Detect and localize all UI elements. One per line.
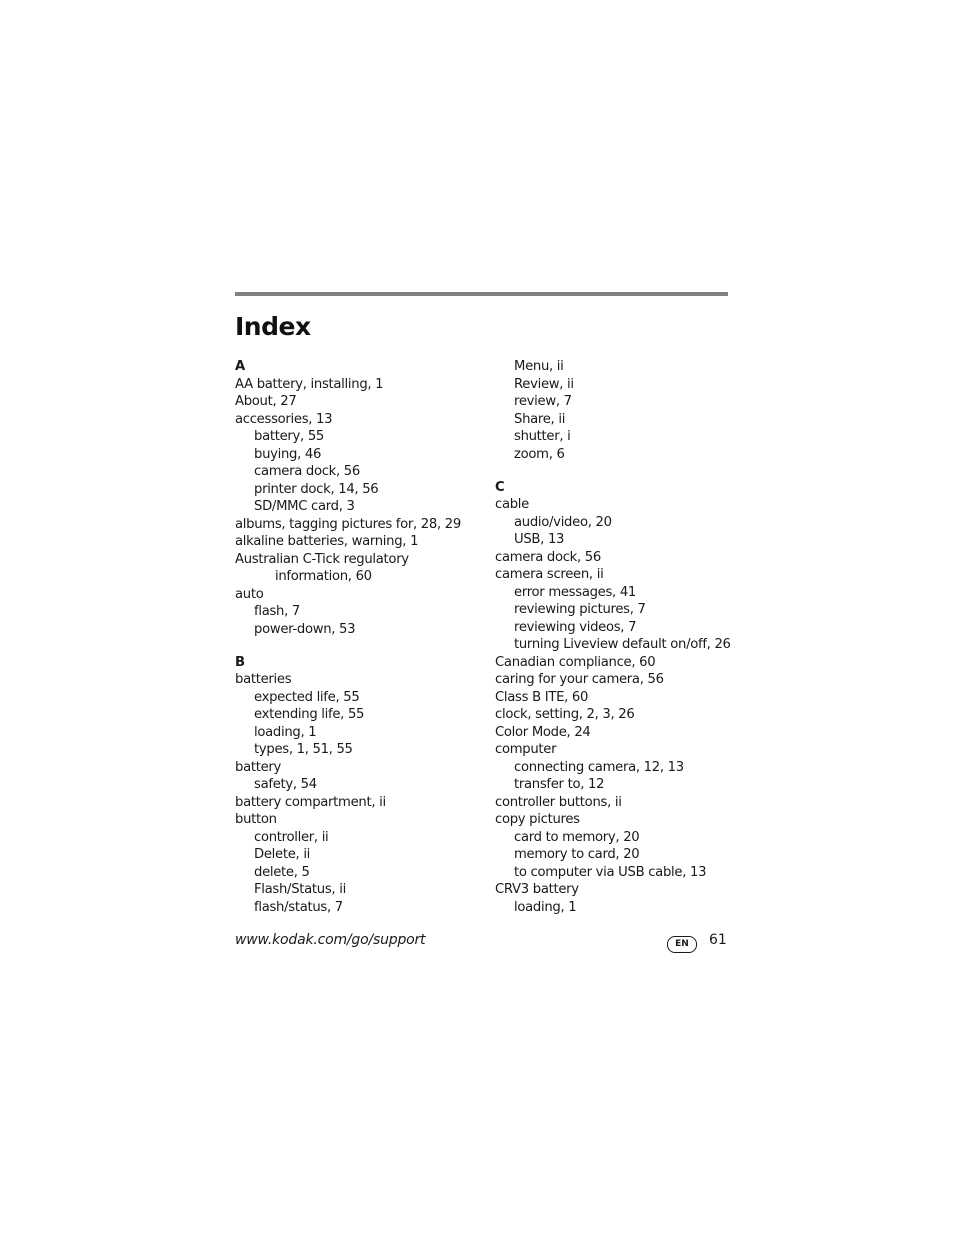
- index-subentry: audio/video, 20: [514, 514, 612, 530]
- page-number: 61: [709, 932, 727, 948]
- index-entry: Color Mode, 24: [495, 724, 591, 740]
- index-subentry: loading, 1: [514, 899, 577, 915]
- index-subentry: reviewing videos, 7: [514, 619, 637, 635]
- index-entry: camera dock, 56: [495, 549, 601, 565]
- index-subentry: connecting camera, 12, 13: [514, 759, 684, 775]
- index-entry: controller buttons, ii: [495, 794, 622, 810]
- header-rule: [235, 292, 728, 296]
- index-subentry: flash/status, 7: [254, 899, 343, 915]
- index-entry: button: [235, 812, 277, 827]
- page-title: Index: [235, 312, 311, 341]
- index-subentry: turning Liveview default on/off, 26: [514, 637, 731, 652]
- index-subentry: card to memory, 20: [514, 829, 640, 845]
- index-subentry: to computer via USB cable, 13: [514, 864, 707, 880]
- index-subentry: shutter, i: [514, 429, 571, 444]
- index-subentry: reviewing pictures, 7: [514, 602, 646, 617]
- index-entry: battery: [235, 759, 282, 775]
- index-subentry: information, 60: [275, 569, 372, 584]
- index-subentry: printer dock, 14, 56: [254, 481, 379, 497]
- index-subentry: error messages, 41: [514, 584, 637, 600]
- index-entry: CRV3 battery: [495, 882, 579, 897]
- index-subentry: delete, 5: [254, 864, 310, 880]
- index-entry: Australian C-Tick regulatory: [235, 551, 409, 567]
- index-subentry: flash, 7: [254, 604, 300, 619]
- index-column-left: [235, 358, 490, 916]
- index-entry: accessories, 13: [235, 411, 333, 427]
- index-subentry: controller, ii: [254, 829, 329, 845]
- language-badge: EN: [667, 936, 697, 953]
- index-entry: AA battery, installing, 1: [235, 376, 384, 392]
- index-subentry: loading, 1: [254, 724, 317, 740]
- index-subentry: buying, 46: [254, 446, 322, 462]
- index-entry: alkaline batteries, warning, 1: [235, 534, 419, 549]
- section-letter: B: [235, 654, 245, 670]
- index-entry: Class B ITE, 60: [495, 689, 589, 705]
- index-subentry: Menu, ii: [514, 359, 564, 374]
- index-subentry: memory to card, 20: [514, 847, 640, 862]
- index-subentry: Review, ii: [514, 376, 574, 392]
- index-entry: batteries: [235, 672, 292, 687]
- index-entry: copy pictures: [495, 812, 580, 827]
- index-subentry: battery, 55: [254, 429, 324, 444]
- index-subentry: zoom, 6: [514, 446, 565, 462]
- footer-url-link[interactable]: www.kodak.com/go/support: [235, 932, 426, 948]
- index-entry: albums, tagging pictures for, 28, 29: [235, 516, 461, 532]
- index-entry: computer: [495, 742, 557, 757]
- index-subentry: power-down, 53: [254, 621, 356, 637]
- index-entry: battery compartment, ii: [235, 794, 386, 810]
- index-subentry: camera dock, 56: [254, 464, 360, 479]
- index-subentry: types, 1, 51, 55: [254, 742, 353, 757]
- section-letter: A: [235, 359, 245, 374]
- index-entry: caring for your camera, 56: [495, 672, 664, 687]
- index-subentry: USB, 13: [514, 532, 565, 547]
- index-entry: About, 27: [235, 394, 297, 409]
- section-letter: C: [495, 479, 505, 495]
- index-entry: auto: [235, 586, 264, 602]
- index-subentry: Delete, ii: [254, 847, 311, 862]
- index-subentry: review, 7: [514, 394, 572, 409]
- index-subentry: transfer to, 12: [514, 777, 605, 792]
- section-spacer: [235, 638, 490, 654]
- index-subentry: extending life, 55: [254, 707, 365, 722]
- index-entry: clock, setting, 2, 3, 26: [495, 707, 635, 722]
- index-subentry: safety, 54: [254, 777, 317, 792]
- index-entry: camera screen, ii: [495, 567, 604, 582]
- index-subentry: Flash/Status, ii: [254, 882, 346, 897]
- index-entry: cable: [495, 497, 529, 512]
- index-subentry: expected life, 55: [254, 689, 360, 705]
- index-subentry: SD/MMC card, 3: [254, 499, 355, 514]
- index-subentry: Share, ii: [514, 411, 566, 427]
- index-column-right: [495, 358, 735, 916]
- index-entry: Canadian compliance, 60: [495, 654, 656, 670]
- section-spacer: [495, 463, 735, 479]
